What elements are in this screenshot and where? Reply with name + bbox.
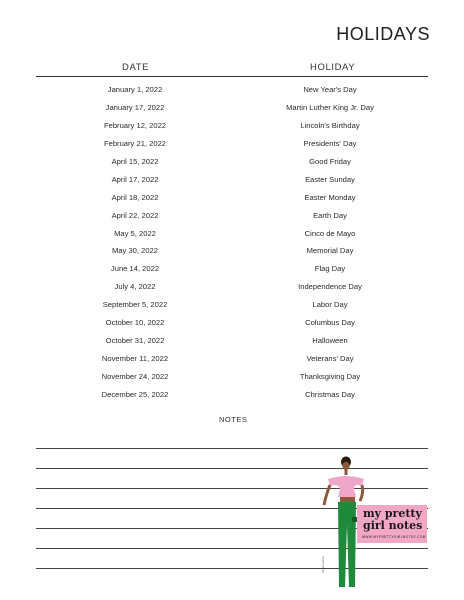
table-row <box>0 386 464 404</box>
table-row <box>0 314 464 332</box>
svg-text:illustration: illustration <box>321 556 325 573</box>
date-cell: September 5, 2022 <box>102 300 168 310</box>
table-row <box>0 278 464 296</box>
holiday-cell: Earth Day <box>313 210 347 220</box>
date-cell: April 22, 2022 <box>111 210 159 220</box>
table-row <box>0 368 464 386</box>
table-row <box>0 153 464 171</box>
holiday-cell: Columbus Day <box>305 318 355 328</box>
date-column-header: DATE <box>122 62 150 73</box>
holiday-cell: New Year's Day <box>303 85 357 94</box>
date-cell: January 1, 2022 <box>107 85 163 94</box>
date-cell: February 21, 2022 <box>103 138 167 148</box>
holiday-cell: Thanksgiving Day <box>299 372 361 381</box>
holiday-cell: Cinco de Mayo <box>304 228 356 238</box>
holiday-cell: Veterans' Day <box>306 354 354 364</box>
date-cell: October 10, 2022 <box>105 318 165 328</box>
date-cell: October 31, 2022 <box>105 336 165 346</box>
notes-label: NOTES <box>219 415 248 424</box>
holiday-cell: Lincoln's Birthday <box>300 120 360 130</box>
holiday-cell: Memorial Day <box>306 246 354 256</box>
date-cell: April 18, 2022 <box>111 192 159 202</box>
holiday-cell: Martin Luther King Jr. Day <box>286 102 374 112</box>
table-row <box>0 332 464 350</box>
notes-line[interactable] <box>36 448 428 449</box>
date-cell: April 15, 2022 <box>111 156 159 166</box>
table-row <box>0 189 464 207</box>
brand-logo <box>357 505 427 543</box>
table-row <box>0 260 464 278</box>
logo-text-line1: my pretty <box>363 507 422 520</box>
date-cell: November 24, 2022 <box>101 372 169 381</box>
table-row <box>0 350 464 368</box>
date-cell: November 11, 2022 <box>101 354 169 364</box>
logo-text-line2: girl notes <box>363 519 423 532</box>
date-cell: June 14, 2022 <box>110 264 160 274</box>
table-row <box>0 171 464 189</box>
holiday-cell: Christmas Day <box>305 389 355 399</box>
header-rule <box>36 76 428 77</box>
holiday-cell: Flag Day <box>314 264 346 274</box>
holiday-cell: Independence Day <box>298 282 362 292</box>
date-cell: February 12, 2022 <box>103 120 167 130</box>
date-cell: April 17, 2022 <box>111 174 159 184</box>
date-cell: December 25, 2022 <box>101 389 169 399</box>
date-cell: May 5, 2022 <box>114 228 156 238</box>
logo-url: WWW.MYPRETTYGIRLNOTES.COM <box>362 535 426 539</box>
table-row <box>0 207 464 225</box>
table-row <box>0 117 464 135</box>
date-cell: May 30, 2022 <box>111 246 159 256</box>
table-row <box>0 99 464 117</box>
table-row <box>0 225 464 243</box>
table-row <box>0 81 464 99</box>
holiday-cell: Good Friday <box>309 156 351 166</box>
holiday-cell: Halloween <box>312 336 348 346</box>
holiday-cell: Labor Day <box>312 300 348 310</box>
table-row <box>0 135 464 153</box>
holiday-cell: Easter Monday <box>304 192 356 202</box>
holiday-cell: Presidents' Day <box>303 138 357 148</box>
page-title: HOLIDAYS <box>336 24 430 44</box>
holiday-table <box>0 81 464 404</box>
table-row <box>0 296 464 314</box>
holiday-column-header: HOLIDAY <box>310 62 356 73</box>
table-row <box>0 242 464 260</box>
date-cell: July 4, 2022 <box>114 282 156 292</box>
holiday-cell: Easter Sunday <box>305 174 355 184</box>
date-cell: January 17, 2022 <box>105 102 165 112</box>
